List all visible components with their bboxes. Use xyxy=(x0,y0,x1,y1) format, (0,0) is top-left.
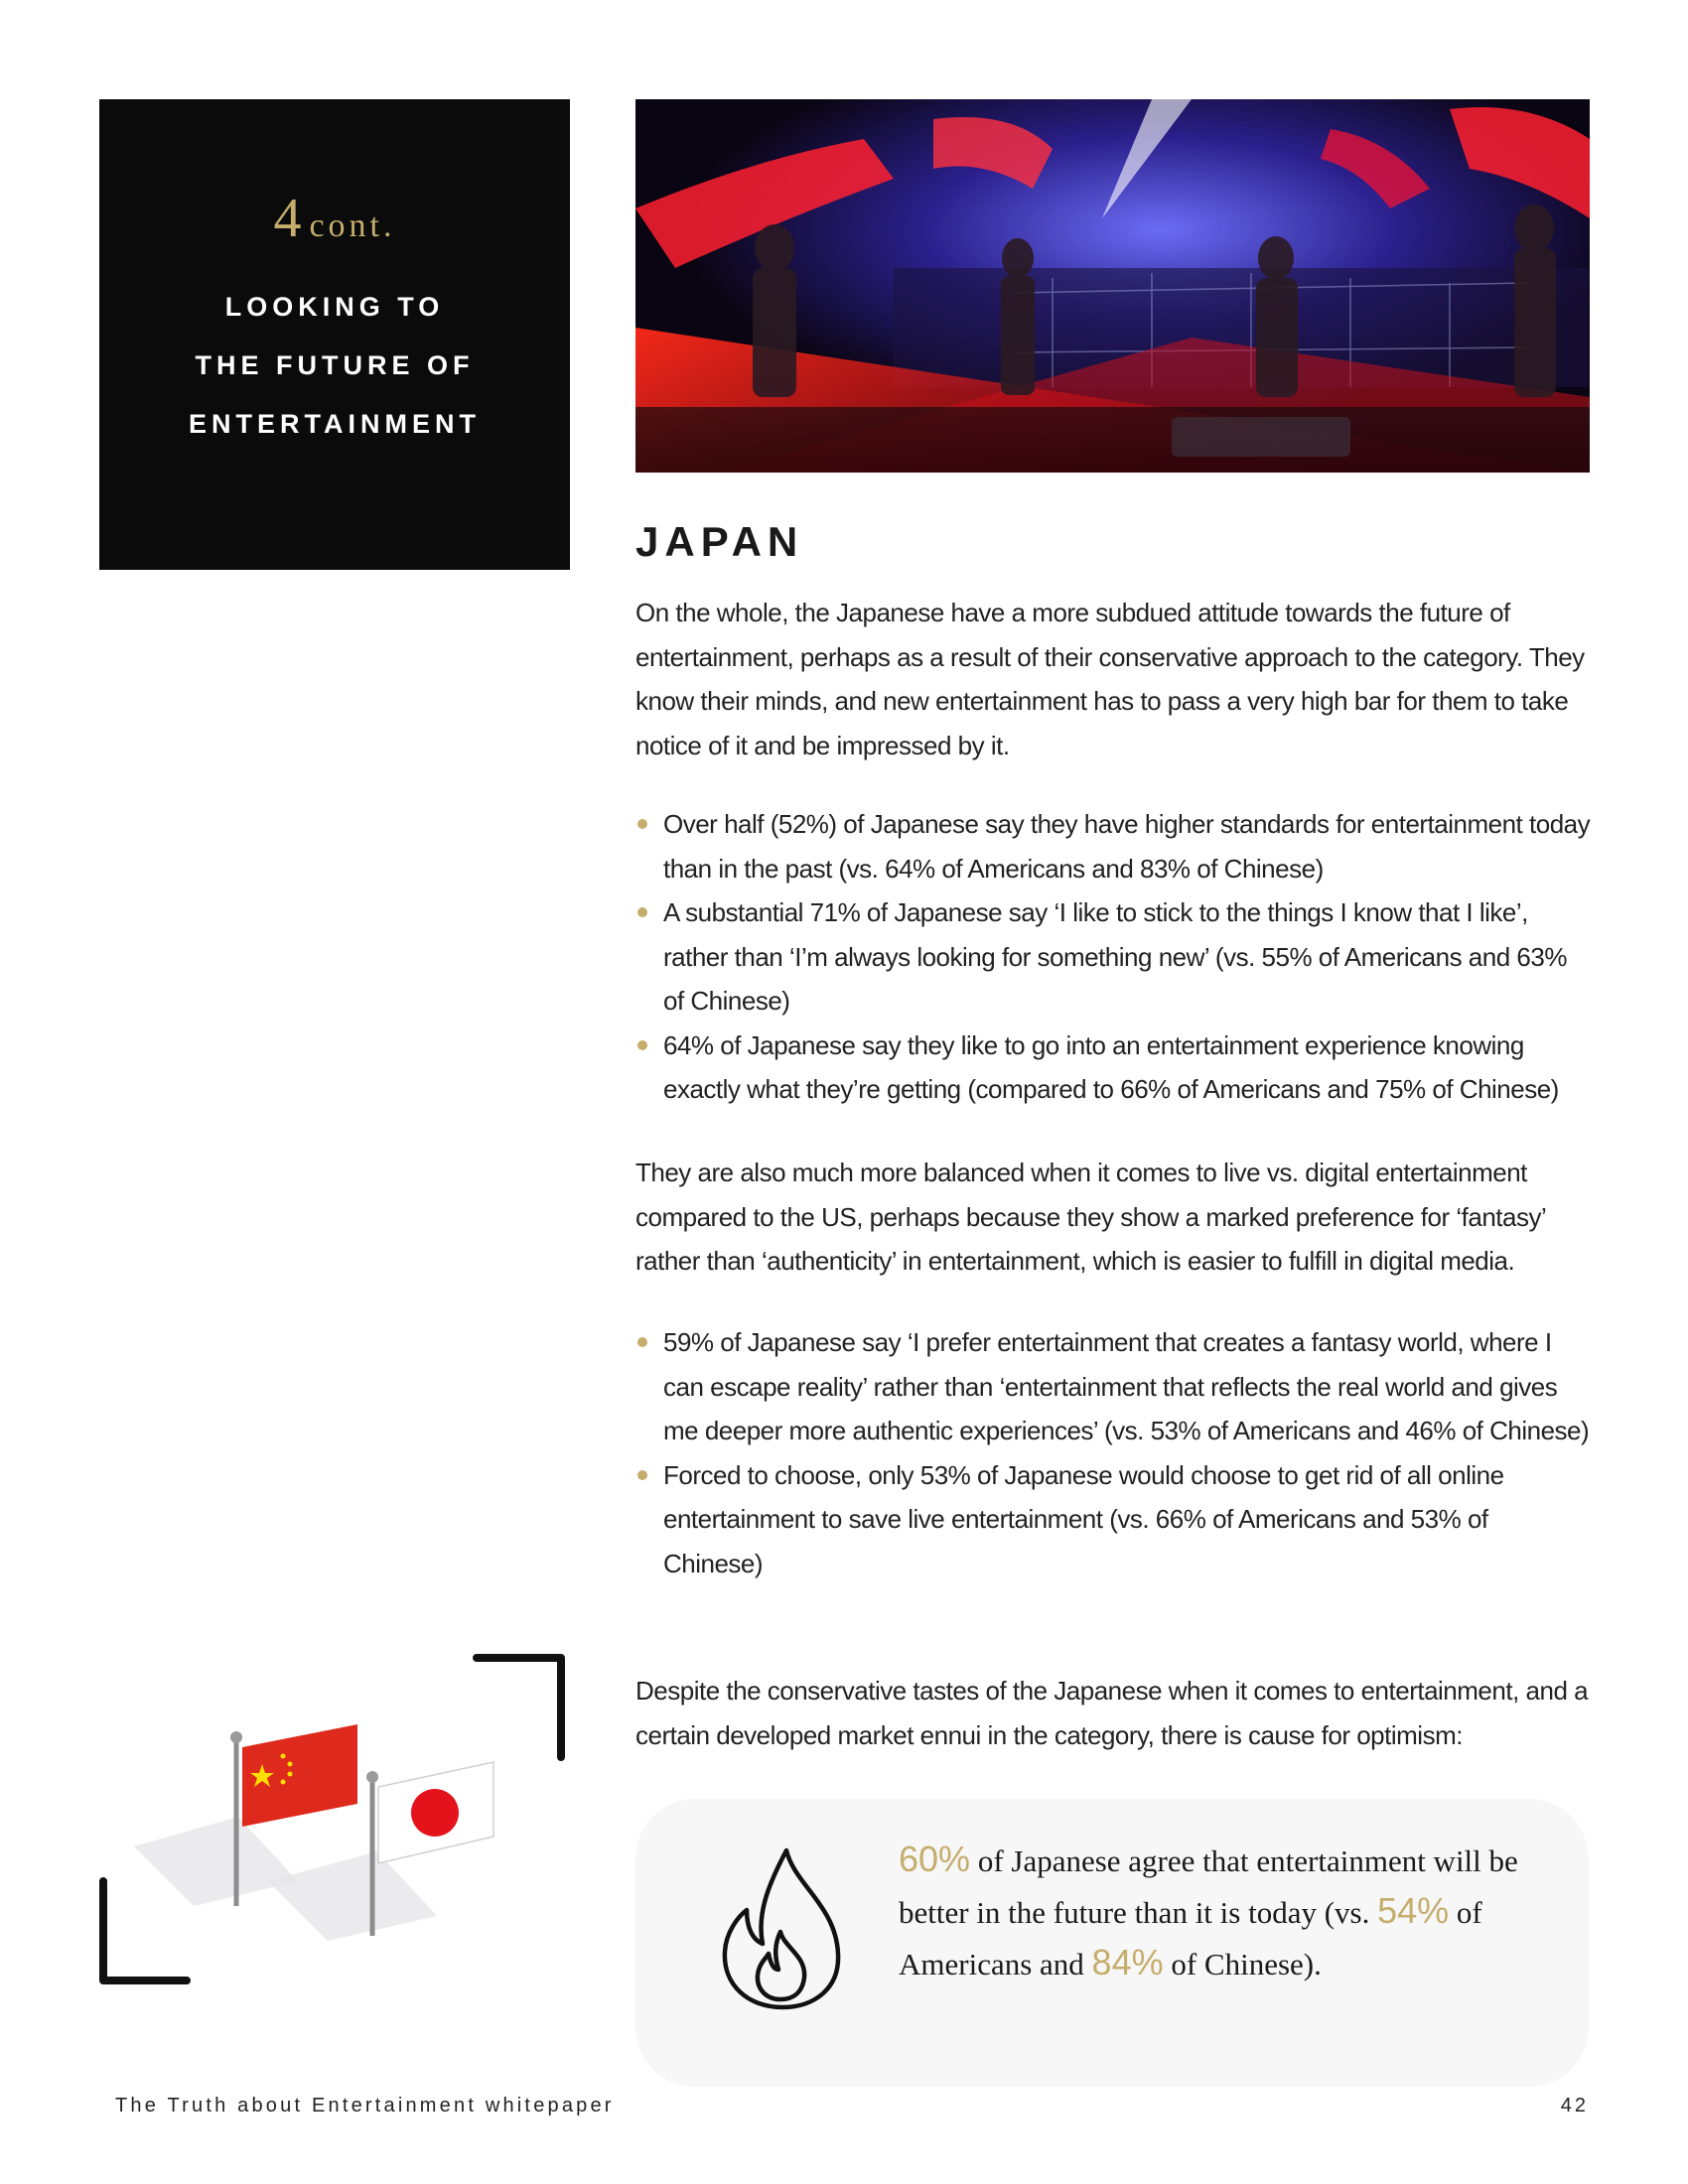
intro-paragraph: On the whole, the Japanese have a more subdued attitude towards the future of entertainment, perhaps as a result of their conservative approach to the category. They know their minds, and new entertainment has to pass a very high bar for them to take notice of it and be impressed by it. xyxy=(635,598,1585,760)
callout-text-part: of Chinese). xyxy=(1163,1947,1322,1981)
section-number xyxy=(99,187,570,250)
stat-china: 84% xyxy=(1091,1942,1164,1982)
list-item-text: 59% of Japanese say ‘I prefer entertainment that creates a fantasy world, where I can escape reality’ rather than ‘entertainment that reflects the real world and gives me deeper more authentic experiences’ (vs. 53% of Americans and 46% of Chinese) xyxy=(663,1327,1590,1445)
callout-text-part: of Japanese agree that entertainment will be better in the future than it is today (vs. xyxy=(899,1843,1518,1930)
stat-us: 54% xyxy=(1377,1890,1450,1931)
bullet-dot-icon xyxy=(637,1337,647,1347)
list-item xyxy=(635,1024,1591,1112)
bullet-dot-icon xyxy=(637,1040,647,1050)
section-box xyxy=(99,99,570,570)
optimism-callout xyxy=(635,1799,1589,2087)
optimism-paragraph: Despite the conservative tastes of the Japanese when it comes to entertainment, and a certain developed market ennui in the category, there is cause for optimism: xyxy=(635,1676,1589,1750)
china-japan-flags-illustration xyxy=(99,1653,576,2010)
bullet-dot-icon xyxy=(637,907,647,917)
china-japan-flags-icon xyxy=(99,1653,576,2010)
callout-text xyxy=(899,1835,1534,1989)
footer-title: The Truth about Entertainment whitepaper xyxy=(115,2095,615,2116)
section-title xyxy=(99,278,570,454)
stat-japan: 60% xyxy=(899,1839,971,1879)
section-number-cont: cont. xyxy=(309,207,396,244)
list-item-text: Over half (52%) of Japanese say they have higher standards for entertainment today than in the past (vs. 64% of Americans and 83% of Chinese) xyxy=(663,809,1591,884)
section-title-line: LOOKING TO xyxy=(224,292,445,322)
page-number: 42 xyxy=(1560,2095,1589,2116)
bullet-list-standards xyxy=(635,802,1591,1112)
section-title-line: ENTERTAINMENT xyxy=(189,409,481,439)
callout-text-part: of Americans and xyxy=(899,1895,1482,1981)
live-vs-digital-paragraph: They are also much more balanced when it comes to live vs. digital entertainment compared to the US, perhaps because they show a marked preference for ‘fantasy’ rather than ‘authenticity’ in entertainment, which is easier to fulfill in digital media. xyxy=(635,1158,1546,1276)
concert-stage-photo xyxy=(635,99,1590,473)
list-item xyxy=(635,1320,1591,1453)
bullet-dot-icon xyxy=(637,819,647,829)
section-number-digit: 4 xyxy=(273,188,304,249)
bullet-dot-icon xyxy=(637,1470,647,1480)
list-item xyxy=(635,1453,1591,1586)
bullet-list-fantasy xyxy=(635,1320,1591,1585)
section-heading-japan: JAPAN xyxy=(635,518,804,565)
concert-hero-image xyxy=(635,99,1590,473)
list-item xyxy=(635,802,1591,890)
list-item-text: Forced to choose, only 53% of Japanese would choose to get rid of all online entertainment to save live entertainment (vs. 66% of Americans and 53% of Chinese) xyxy=(663,1459,1504,1578)
list-item xyxy=(635,890,1591,1024)
list-item-text: A substantial 71% of Japanese say ‘I like to stick to the things I know that I like’, rather than ‘I’m always looking for something new’ (vs. 55% of Americans and 63% of Chinese) xyxy=(663,897,1567,1016)
list-item-text: 64% of Japanese say they like to go into an entertainment experience knowing exactly what they’re getting (compared to 66% of Americans and 75% of Chinese) xyxy=(663,1029,1559,1104)
flame-icon xyxy=(717,1844,846,2013)
section-title-line: THE FUTURE OF xyxy=(195,350,475,380)
